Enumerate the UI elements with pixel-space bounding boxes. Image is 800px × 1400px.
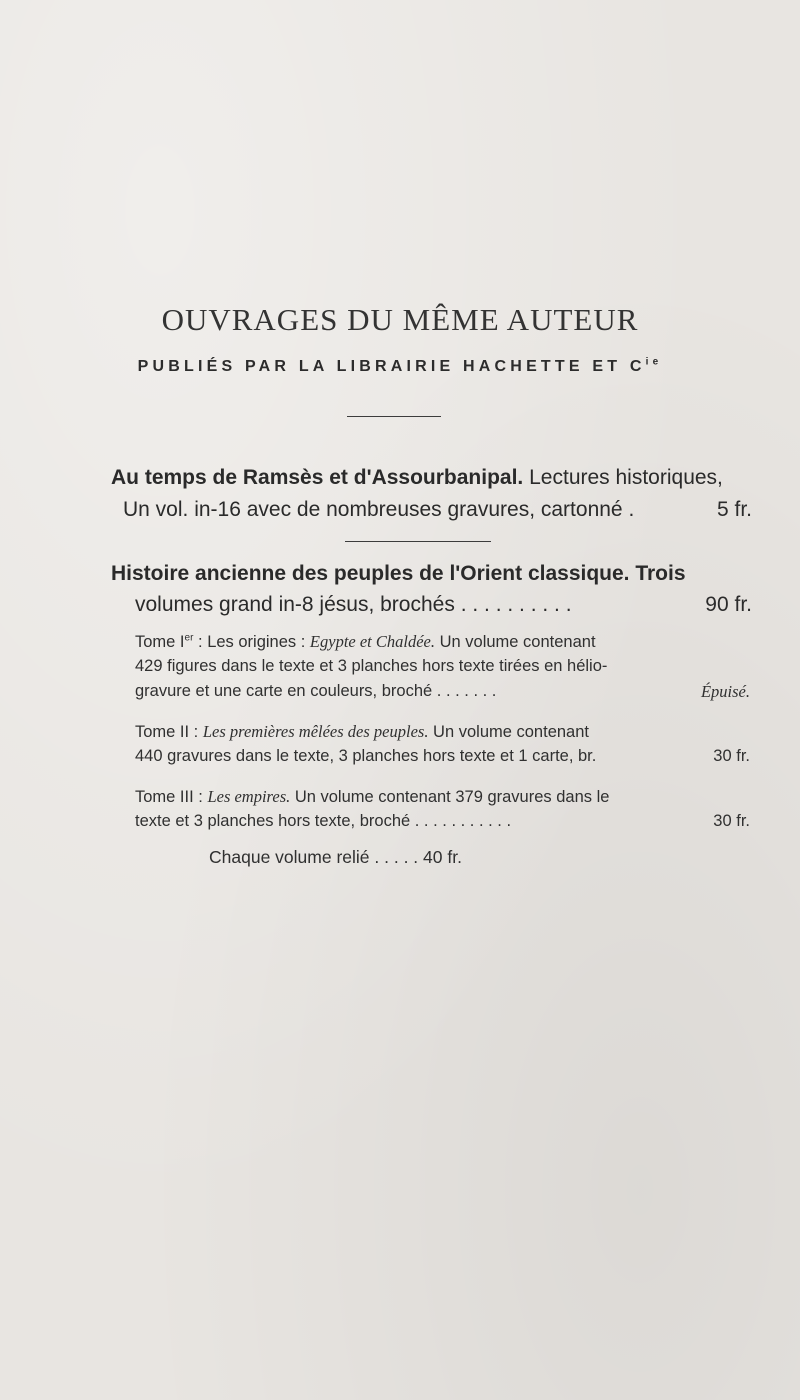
- tome1-status: Épuisé.: [700, 682, 750, 701]
- tome3-line1: [135, 787, 609, 807]
- book2-desc: Trois: [635, 562, 686, 585]
- tome2-line1: [135, 722, 589, 742]
- publisher-line: [0, 358, 800, 376]
- tome3-line2: [135, 812, 511, 831]
- book2-title: Histoire ancienne des peuples de l'Orient classique.: [111, 562, 630, 585]
- tome1-line3: [135, 682, 496, 701]
- book1-leader: .: [628, 498, 635, 521]
- tome1-leader: . . . . . . .: [436, 682, 497, 700]
- book1-price: 5 fr.: [716, 498, 752, 521]
- tome2-rest: Un volume contenant: [428, 723, 589, 741]
- divider: [345, 541, 491, 542]
- book2-price: 90 fr.: [705, 593, 752, 616]
- tome3-binding: texte et 3 planches hors texte, broché: [135, 812, 411, 830]
- publisher-superscript: ie: [645, 356, 663, 368]
- tome3-rest: Un volume contenant 379 gravures dans le: [290, 788, 610, 806]
- tome3-subtitle: Les empires.: [207, 787, 291, 806]
- tome1-label: Tome I: [135, 633, 185, 651]
- tome1-rest: Un volume contenant: [435, 633, 596, 651]
- book1-title: Au temps de Ramsès et d'Assourbanipal.: [111, 466, 524, 489]
- tome1-line1: [135, 632, 596, 652]
- bound-price: 40 fr.: [423, 847, 462, 867]
- tome1-label-sup: er: [184, 632, 194, 644]
- tome3-label: Tome III :: [135, 788, 208, 806]
- book2-format: volumes grand in-8 jésus, brochés: [135, 593, 455, 616]
- book1-desc: Lectures historiques,: [529, 466, 723, 489]
- publisher-text: PUBLIÉS PAR LA LIBRAIRIE HACHETTE ET C: [137, 358, 646, 375]
- tome2-label: Tome II :: [135, 723, 203, 741]
- bound-line: [209, 847, 462, 868]
- book1-line1: [111, 466, 723, 490]
- tome1-sep: : Les origines :: [193, 633, 310, 651]
- book2-line1: [111, 562, 686, 586]
- tome2-subtitle: Les premières mêlées des peuples.: [202, 722, 429, 741]
- book1-format: Un vol. in-16 avec de nombreuses gravures, cartonné: [123, 498, 623, 521]
- divider: [347, 416, 441, 417]
- tome1-line2: 429 figures dans le texte et 3 planches hors texte tirées en hélio-: [135, 657, 608, 675]
- tome2-line2: 440 gravures dans le texte, 3 planches hors texte et 1 carte, br.: [135, 747, 597, 765]
- tome1-binding: gravure et une carte en couleurs, broché: [135, 682, 433, 700]
- book2-line2: [135, 593, 572, 617]
- page-title: OUVRAGES DU MÊME AUTEUR: [161, 302, 639, 337]
- book2-leader: . . . . . . . . . .: [460, 593, 572, 616]
- tome2-price: 30 fr.: [713, 747, 750, 765]
- tome3-price: 30 fr.: [713, 812, 750, 830]
- tome3-leader: . . . . . . . . . . .: [414, 812, 512, 830]
- bound-text: Chaque volume relié: [209, 847, 370, 867]
- tome1-subtitle: Egypte et Chaldée.: [309, 632, 436, 651]
- bound-leader: . . . . .: [374, 847, 419, 867]
- book1-line2: [123, 498, 634, 522]
